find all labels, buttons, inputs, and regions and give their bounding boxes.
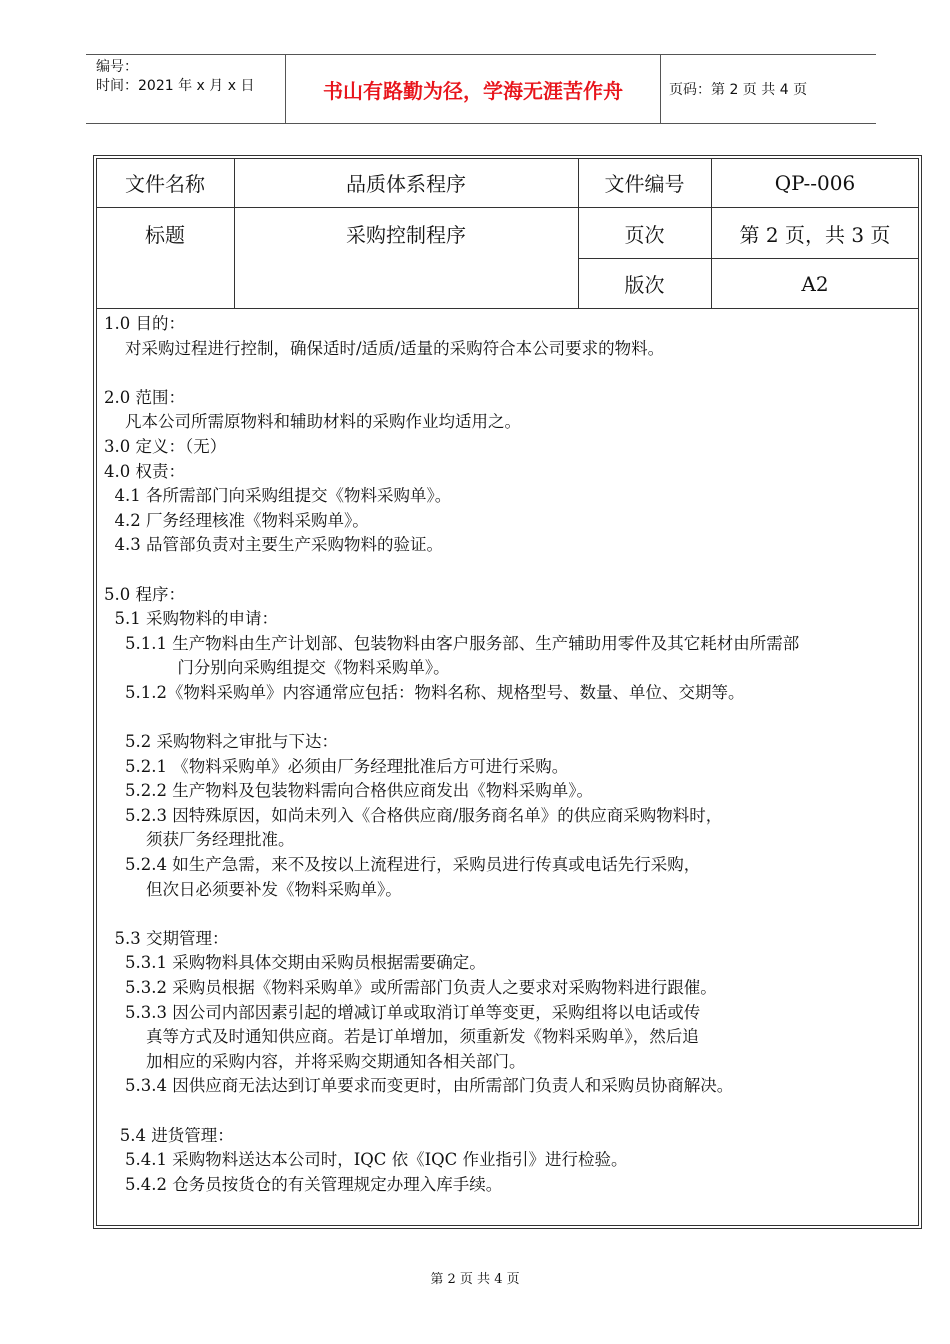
page-footer: 第 2 页 共 4 页	[430, 1272, 520, 1287]
body-line: 5.0 程序：	[104, 584, 185, 604]
body-line	[104, 706, 914, 731]
body-line: 4.0 权责：	[104, 461, 185, 481]
page-header	[86, 54, 876, 124]
table-divider	[96, 308, 919, 309]
body-line: 3.0 定义：（无）	[104, 436, 227, 456]
cell-title-label: 标题	[145, 222, 185, 247]
cell-version-label: 版次	[624, 273, 665, 297]
time-label: 时间：2021 年 x 月 x 日	[96, 78, 255, 94]
cell-file-number-value: QP--006	[774, 170, 856, 195]
body-line: 5.2 采购物料之审批与下达：	[104, 732, 338, 752]
procedure-body	[104, 312, 914, 1197]
body-line: 5.3.3 因公司内部因素引起的增减订单或取消订单等变更，采购组将以电话或传	[104, 1002, 701, 1022]
body-line: 5.4.2 仓务员按货仓的有关管理规定办理入库手续。	[104, 1174, 503, 1194]
body-line: 5.3.4 因供应商无法达到订单要求而变更时，由所需部门负责人和采购员协商解决。	[104, 1076, 734, 1096]
body-line: 4.2 厂务经理核准《物料采购单》。	[104, 510, 369, 530]
body-line: 5.3.2 采购员根据《物料采购单》或所需部门负责人之要求对采购物料进行跟催。	[104, 978, 717, 998]
cell-page-label: 页次	[624, 222, 665, 247]
body-line: 4.1 各所需部门向采购组提交《物料采购单》。	[104, 486, 452, 506]
body-line: 5.2.4 如生产急需，来不及按以上流程进行，采购员进行传真或电话先行采购，	[104, 855, 701, 875]
cell-file-name-value: 品质体系程序	[346, 172, 466, 196]
cell-version-value: A2	[801, 271, 829, 296]
header-slogan: 书山有路勤为径，学海无涯苦作舟	[323, 78, 623, 103]
cell-file-name-label: 文件名称	[125, 172, 205, 196]
body-line: 5.2.2 生产物料及包装物料需向合格供应商发出《物料采购单》。	[104, 781, 593, 801]
body-line	[104, 558, 914, 583]
body-line: 但次日必须要补发《物料采购单》。	[104, 879, 402, 899]
body-line	[104, 1099, 914, 1124]
body-line: 5.4 进货管理：	[104, 1125, 234, 1145]
body-line	[104, 902, 914, 927]
body-line: 须获厂务经理批准。	[104, 830, 295, 850]
body-line: 5.2.3 因特殊原因，如尚未列入《合格供应商/服务商名单》的供应商采购物料时，	[104, 805, 723, 825]
cell-page-value: 第 2 页，共 3 页	[739, 222, 891, 247]
cell-file-number-label: 文件编号	[604, 172, 685, 196]
cell-title-value: 采购控制程序	[346, 222, 466, 247]
number-label: 编号：	[96, 59, 138, 75]
body-line	[104, 361, 914, 386]
body-line: 5.1.2《物料采购单》内容通常应包括：物料名称、规格型号、数量、单位、交期等。	[104, 682, 745, 702]
body-line: 对采购过程进行控制，确保适时/适质/适量的采购符合本公司要求的物料。	[104, 338, 665, 358]
body-line: 加相应的采购内容，并将采购交期通知各相关部门。	[104, 1051, 526, 1071]
body-line: 2.0 范围：	[104, 387, 185, 407]
header-page-label: 页码：第 2 页 共 4 页	[660, 55, 876, 123]
body-line: 4.3 品管部负责对主要生产采购物料的验证。	[104, 535, 443, 555]
body-line: 5.1.1 生产物料由生产计划部、包装物料由客户服务部、生产辅助用零件及其它耗材由所需部	[104, 633, 800, 653]
body-line: 5.1 采购物料的申请：	[104, 609, 278, 629]
body-line: 5.4.1 采购物料送达本公司时，IQC 依《IQC 作业指引》进行检验。	[104, 1150, 628, 1170]
body-line: 5.2.1 《物料采购单》必须由厂务经理批准后方可进行采购。	[104, 756, 569, 776]
body-line: 门分别向采购组提交《物料采购单》。	[104, 658, 450, 678]
body-line: 5.3.1 采购物料具体交期由采购员根据需要确定。	[104, 953, 486, 973]
body-line: 真等方式及时通知供应商。若是订单增加，须重新发《物料采购单》，然后追	[104, 1027, 699, 1047]
body-line: 凡本公司所需原物料和辅助材料的采购作业均适用之。	[104, 412, 521, 432]
body-line: 5.3 交期管理：	[104, 928, 229, 948]
body-line: 1.0 目的：	[104, 314, 185, 333]
header-meta	[86, 55, 286, 123]
